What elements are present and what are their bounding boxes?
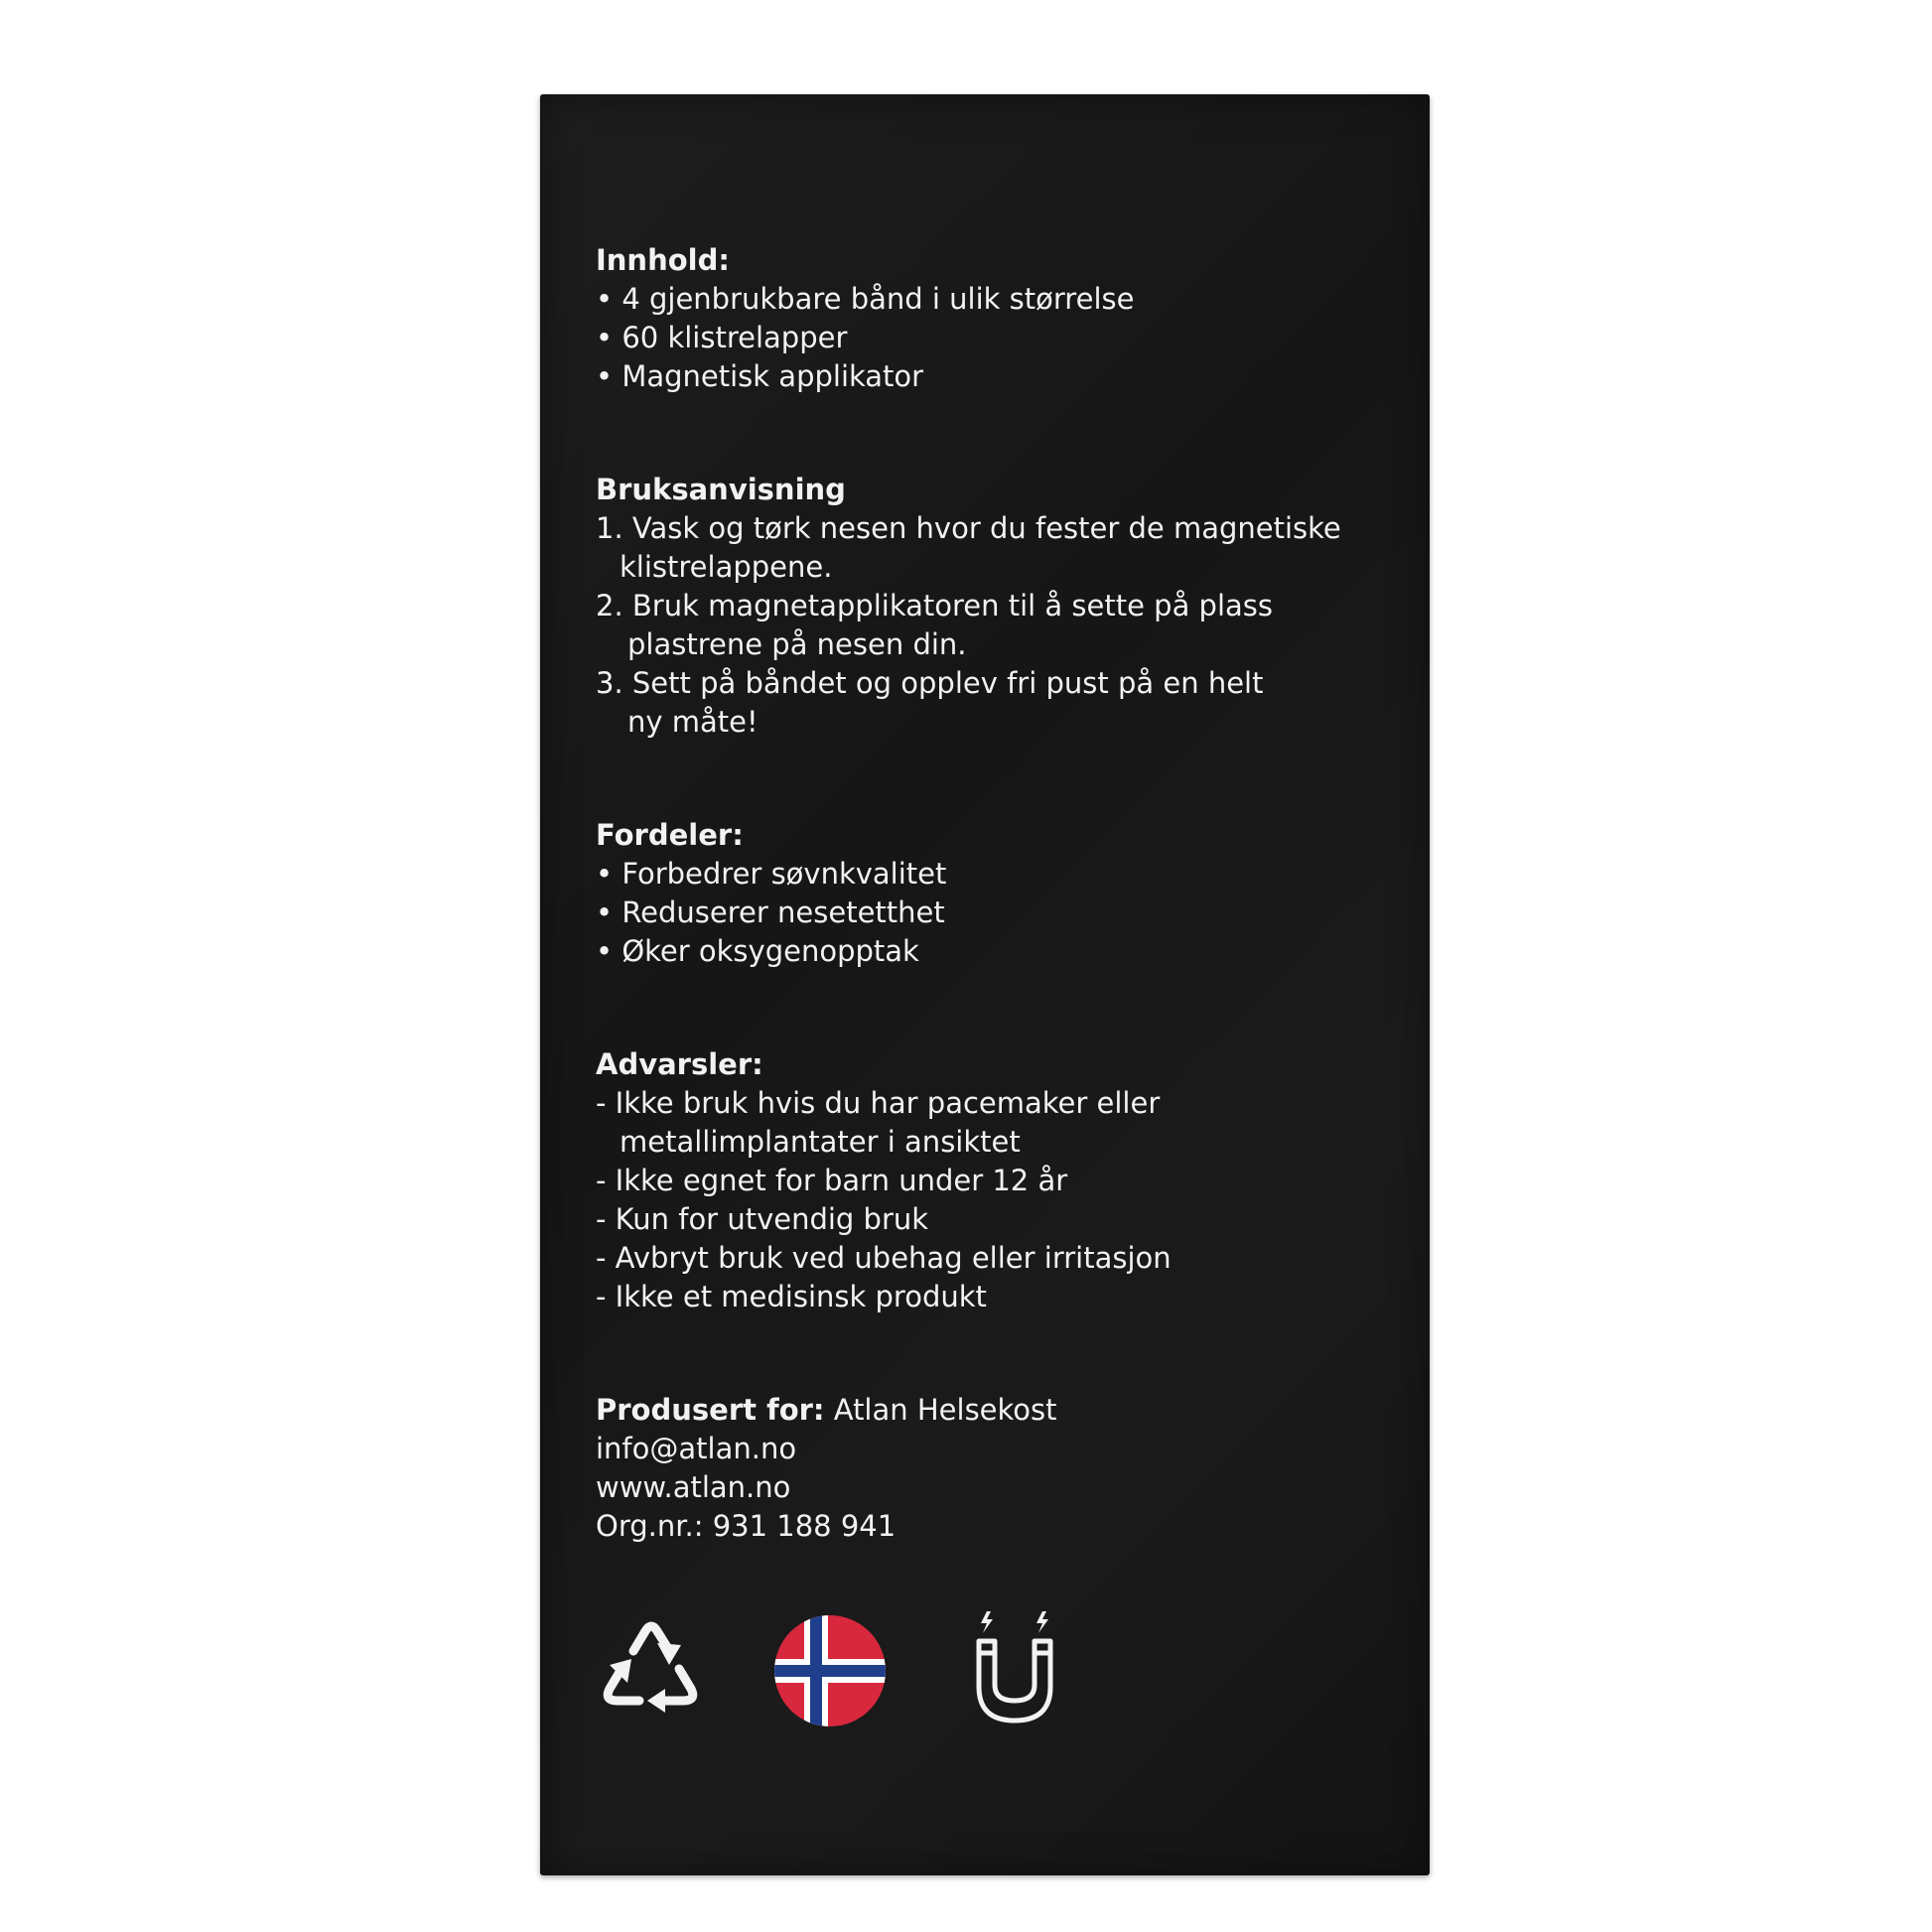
instruction-step: 2. Bruk magnetapplikatoren til å sette på plass [596, 589, 1274, 622]
benefits-heading: Fordeler: [596, 818, 744, 852]
section-benefits [596, 816, 1390, 971]
contents-item: • 60 klistrelapper [596, 321, 848, 354]
warning-item: - Kun for utvendig bruk [596, 1202, 929, 1236]
magnet-icon [973, 1607, 1056, 1725]
manufacturer-label: Produsert for: [596, 1393, 825, 1427]
contact-email: info@atlan.no [596, 1432, 797, 1465]
benefit-item: • Øker oksygenopptak [596, 934, 919, 968]
org-number: Org.nr.: 931 188 941 [596, 1509, 897, 1543]
product-box-back [540, 94, 1430, 1875]
contents-item: • Magnetisk applikator [596, 359, 924, 393]
box-text-content [596, 241, 1390, 1546]
manufacturer-name: Atlan Helsekost [824, 1393, 1057, 1427]
warnings-heading: Advarsler: [596, 1047, 763, 1081]
norwegian-flag-icon [774, 1615, 886, 1726]
instruction-step-cont: plastrene på nesen din. [627, 627, 967, 661]
warning-item: - Ikke bruk hvis du har pacemaker eller [596, 1086, 1161, 1120]
benefit-item: • Forbedrer søvnkvalitet [596, 857, 947, 891]
recycle-icon [596, 1613, 707, 1725]
instruction-step-cont: klistrelappene. [620, 550, 833, 584]
section-instructions [596, 471, 1390, 742]
warning-item: - Ikke egnet for barn under 12 år [596, 1164, 1068, 1197]
contact-website: www.atlan.no [596, 1470, 791, 1504]
instruction-step: 3. Sett på båndet og opplev fri pust på en helt [596, 666, 1264, 700]
warning-item: - Ikke et medisinsk produkt [596, 1280, 987, 1313]
icon-row [596, 1613, 1390, 1732]
instructions-heading: Bruksanvisning [596, 473, 846, 506]
contents-heading: Innhold: [596, 243, 730, 277]
instruction-step: 1. Vask og tørk nesen hvor du fester de magnetiske [596, 511, 1341, 545]
instruction-step-cont: ny måte! [627, 705, 759, 739]
warning-item: - Avbryt bruk ved ubehag eller irritasjon [596, 1241, 1172, 1275]
benefit-item: • Reduserer nesetetthet [596, 896, 945, 929]
warning-item-cont: metallimplantater i ansiktet [620, 1125, 1021, 1159]
section-manufacturer [596, 1391, 1390, 1546]
contents-item: • 4 gjenbrukbare bånd i ulik størrelse [596, 282, 1135, 316]
section-warnings [596, 1045, 1390, 1316]
manufacturer-line [596, 1391, 1390, 1430]
section-contents [596, 241, 1390, 396]
